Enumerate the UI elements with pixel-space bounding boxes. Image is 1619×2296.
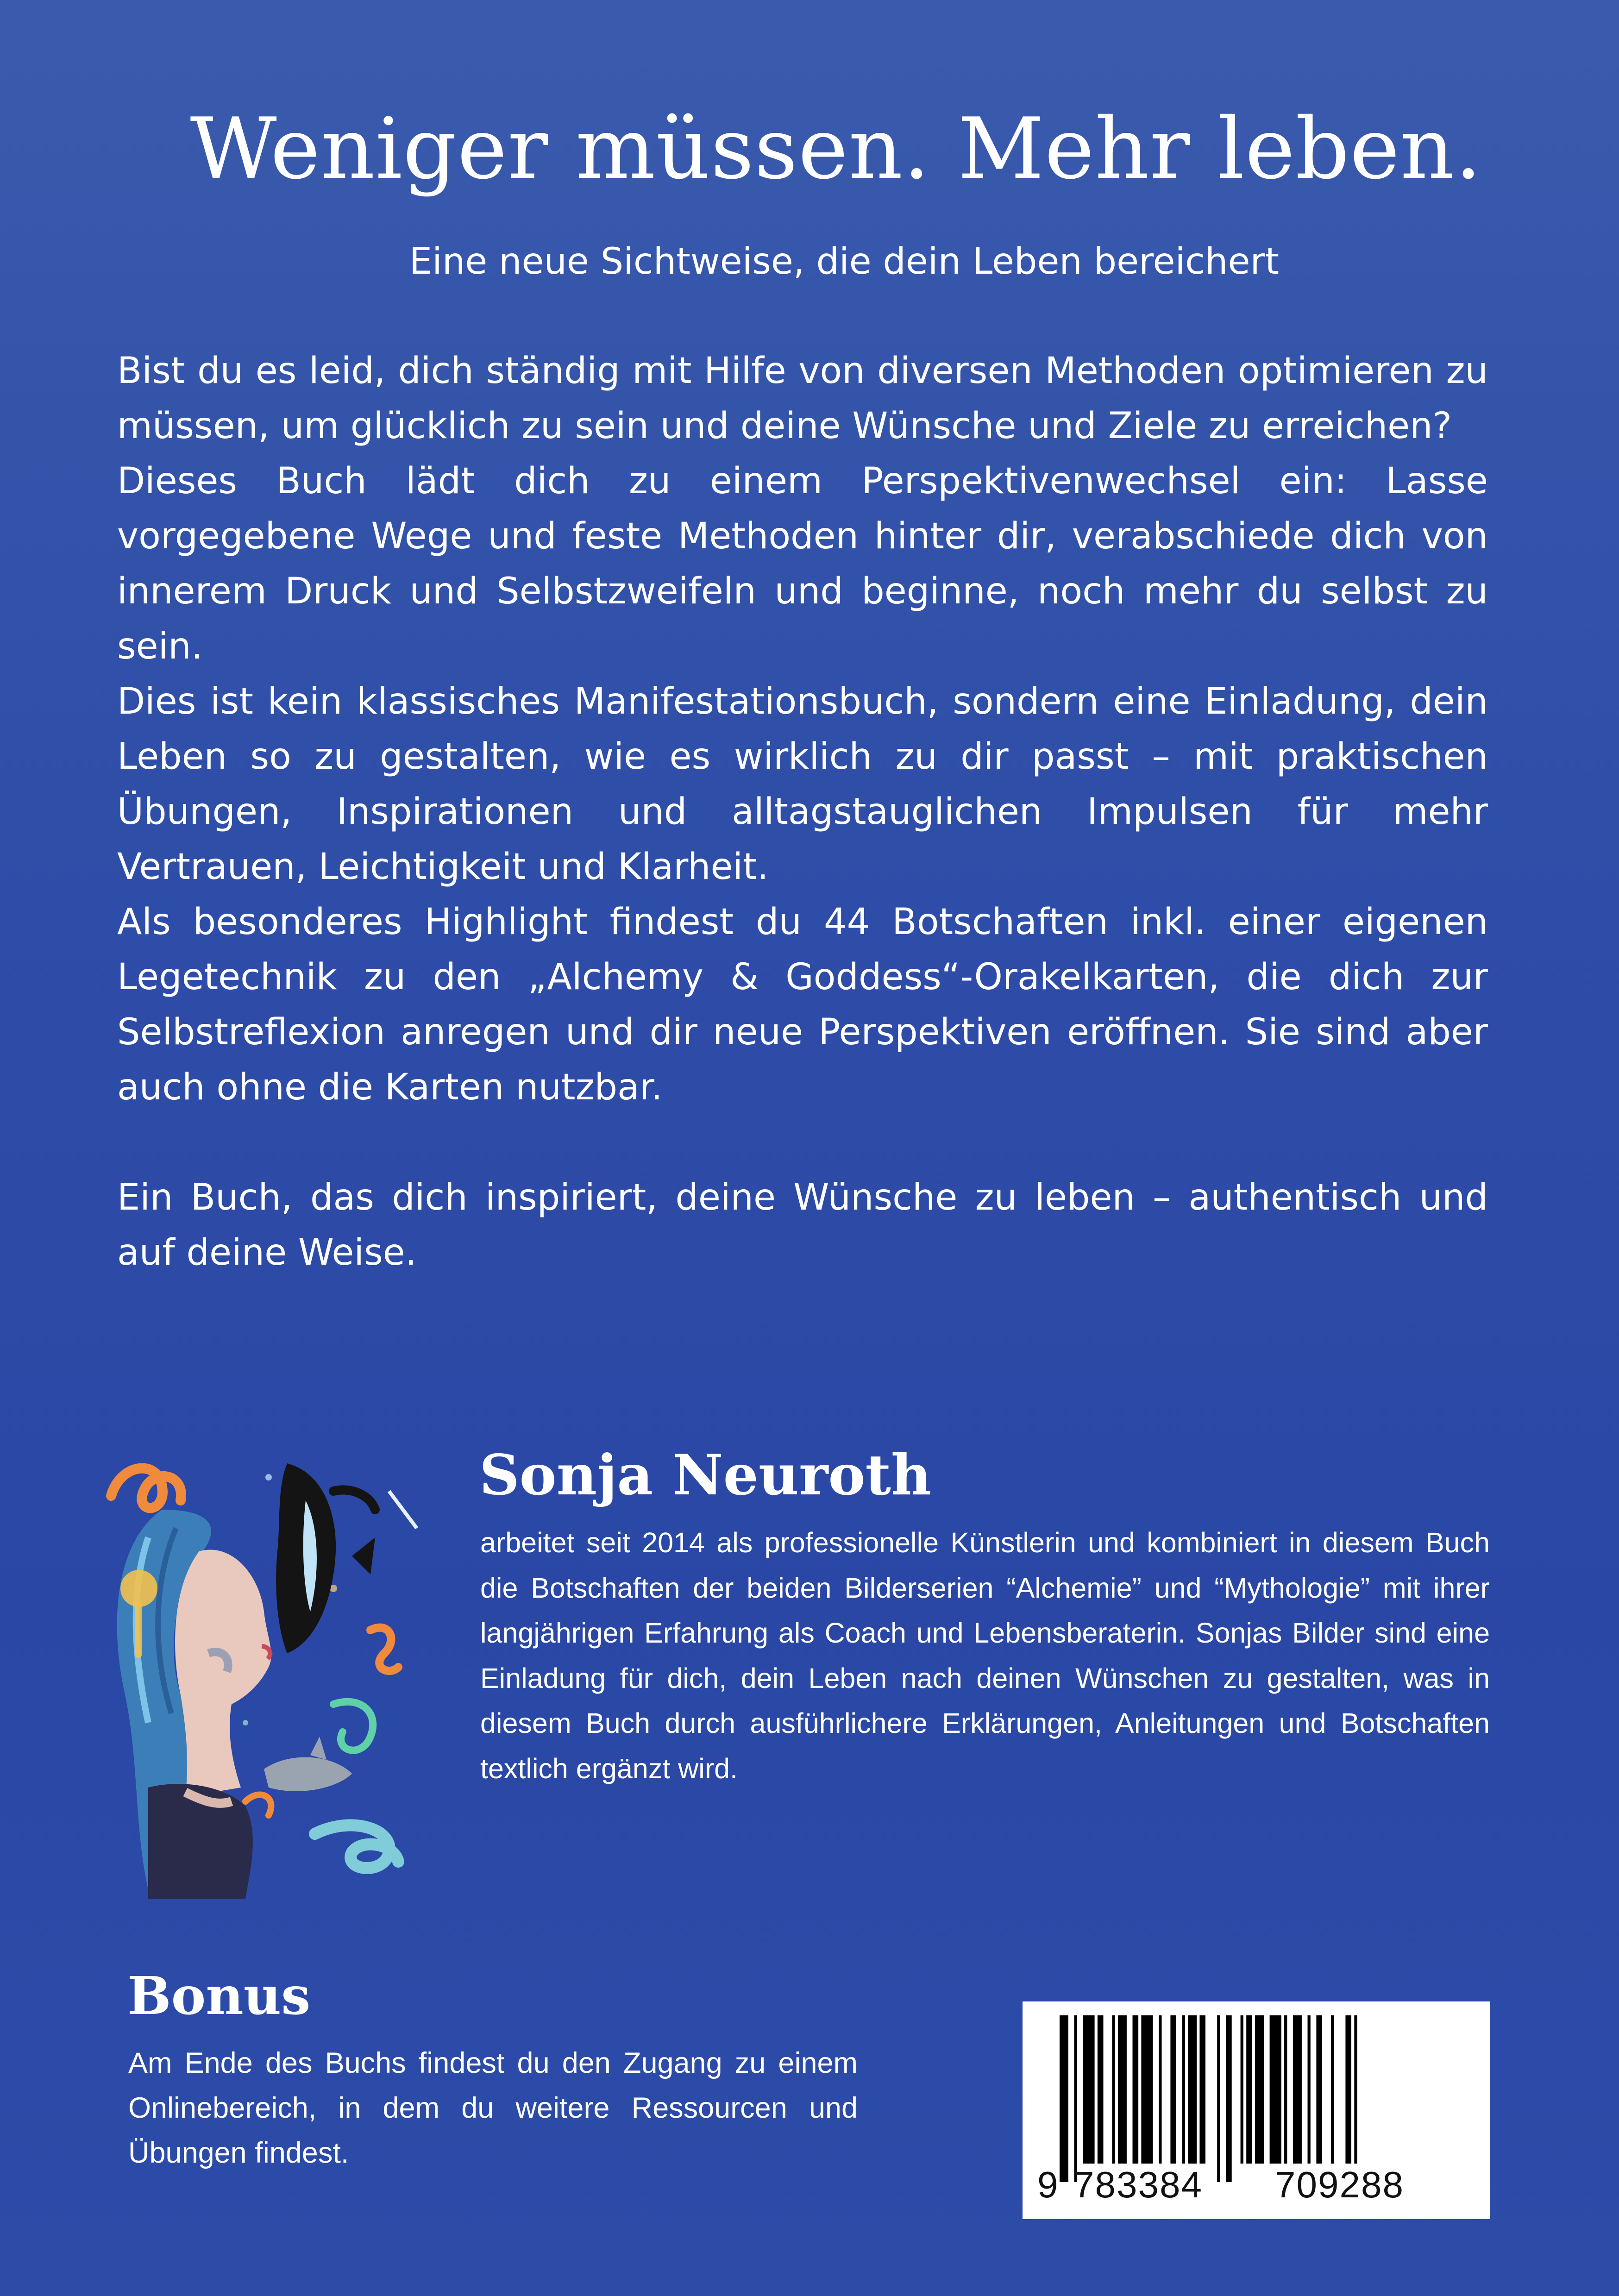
barcode-digit-first: 9 (1037, 2164, 1059, 2205)
barcode-bar (1112, 2015, 1115, 2164)
barcode-digits-left: 783384 (1073, 2164, 1203, 2205)
barcode-bar (1270, 2015, 1281, 2164)
barcode-bar (1188, 2015, 1197, 2164)
author-name: Sonja Neuroth (479, 1443, 932, 1508)
barcode-digits-right: 709288 (1275, 2164, 1404, 2205)
barcode-bar (1141, 2015, 1153, 2164)
bonus-title: Bonus (127, 1966, 311, 2026)
barcode-bar (1133, 2015, 1139, 2164)
blurb-text (117, 344, 1488, 1280)
isbn-barcode (1023, 2001, 1490, 2219)
barcode-bar (1293, 2015, 1302, 2164)
bonus-text: Am Ende des Buchs findest du den Zugang zu einem Onlinebereich, in dem du weitere Ressourcen und Übungen findest. (128, 2047, 858, 2169)
barcode-bar (1170, 2015, 1176, 2164)
barcode-number (1023, 2164, 1490, 2210)
author-bio: arbeitet seit 2014 als professionelle Künstlerin und kombiniert in diesem Buch die Botschaften der beiden Bilderserien “Alchemie” und “Mythologie” mit ihrer langjährigen Erfahrung als Coach und Lebensberaterin. Sonjas Bilder sind eine Einladung für dich, dein Leben nach deinen Wünschen zu gestalten, was in diesem Buch durch ausführlichere Erklärungen, Anleitungen und Botschaften textlich ergänzt wird. (480, 1527, 1490, 1784)
blurb-paragraph: Dies ist kein klassisches Manifestationsbuch, sondern eine Einladung, dein Leben so zu gestalten, wie es wirklich zu dir passt – mit praktischen Übungen, Inspirationen und alltagstauglichen Impulsen für mehr Vertrauen, Leichtigkeit und Klarheit. (117, 681, 1488, 888)
blurb-paragraph: Dieses Buch lädt dich zu einem Perspektivenwechsel ein: Lasse vorgegebene Wege und feste Methoden hinter dir, verabschiede dich von innerem Druck und Selbstzweifeln und beginne, noch mehr du selbst zu sein. (117, 460, 1488, 667)
barcode-bar (1182, 2015, 1185, 2164)
barcode-bar (1217, 2015, 1220, 2182)
barcode-bar (1284, 2015, 1287, 2164)
barcode-bar (1241, 2015, 1243, 2164)
portrait-illustration-icon (93, 1436, 445, 1908)
barcode-bar (1255, 2015, 1264, 2164)
barcode-bar (1060, 2015, 1068, 2182)
subtitle: Eine neue Sichtweise, die dein Leben bereichert (409, 241, 1280, 282)
blurb-paragraph: Als besonderes Highlight findest du 44 Botschaften inkl. einer eigenen Legetechnik zu den „Alchemy & Goddess“-Orakelkarten, die dich zur Selbstreflexion anregen und dir neue Perspektiven eröffnen. Sie sind aber auch ohne die Karten nutzbar. (117, 901, 1488, 1108)
barcode-bar (1199, 2015, 1205, 2164)
barcode-bar (1316, 2015, 1322, 2164)
barcode-bar (1345, 2015, 1351, 2164)
barcode-bar (1118, 2015, 1127, 2164)
barcode-bar (1098, 2015, 1104, 2164)
barcode-bar (1083, 2015, 1094, 2164)
barcode-bar (1226, 2015, 1232, 2182)
barcode-bar (1074, 2015, 1077, 2182)
headline: Weniger müssen. Mehr leben. (190, 100, 1482, 198)
barcode-bar (1246, 2015, 1252, 2164)
blurb-paragraph: Bist du es leid, dich ständig mit Hilfe von diversen Methoden optimieren zu müssen, um glücklich zu sein und deine Wünsche und Ziele zu erreichen? (117, 350, 1488, 447)
blurb-closing: Ein Buch, das dich inspiriert, deine Wünsche zu leben – authentisch und auf deine Weise. (117, 1177, 1488, 1273)
barcode-bar (1331, 2015, 1334, 2164)
barcode-bar (1308, 2015, 1311, 2164)
barcode-bar (1159, 2015, 1161, 2164)
barcode-bar (1354, 2015, 1357, 2164)
